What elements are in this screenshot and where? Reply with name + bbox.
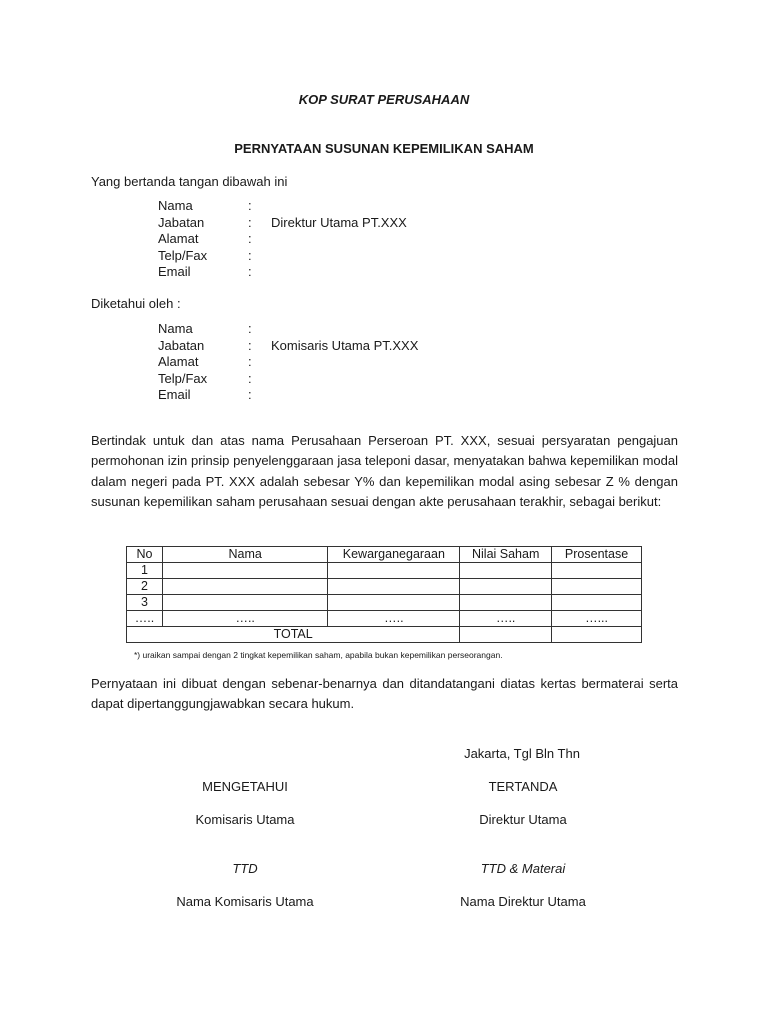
table-cell bbox=[460, 627, 552, 643]
signer-label-alamat: Alamat bbox=[158, 231, 199, 246]
known-label-email: Email bbox=[158, 387, 191, 402]
table-cell bbox=[460, 563, 552, 579]
table-cell bbox=[162, 563, 327, 579]
table-cell bbox=[162, 579, 327, 595]
table-cell: …... bbox=[552, 611, 642, 627]
signer-label-nama: Nama bbox=[158, 198, 193, 213]
table-cell bbox=[552, 595, 642, 611]
table-cell: 1 bbox=[127, 563, 163, 579]
signer-intro: Yang bertanda tangan dibawah ini bbox=[91, 174, 288, 189]
right-heading: TERTANDA bbox=[488, 779, 558, 794]
known-label-alamat: Alamat bbox=[158, 354, 199, 369]
shareholder-table bbox=[126, 546, 642, 643]
table-cell: ….. bbox=[162, 611, 327, 627]
statement-paragraph: Bertindak untuk dan atas nama Perusahaan Perseroan PT. XXX, sesuai persyaratan pengajuan permohonan izin prinsip penyelenggaraan jasa teleponi dasar, menyatakan bahwa kepemilikan modal dalam negeri pada PT. XXX adalah sebesar Y% dan kepemilikan modal asing sebesar Z % dengan susunan kepemilikan saham perusahaan sesuai dengan akte perusahaan terakhir, sebagai berikut: bbox=[91, 433, 678, 509]
letterhead: KOP SURAT PERUSAHAAN bbox=[298, 92, 470, 107]
table-cell bbox=[328, 595, 460, 611]
table-cell: ….. bbox=[460, 611, 552, 627]
table-cell bbox=[460, 579, 552, 595]
known-value-jabatan: Komisaris Utama PT.XXX bbox=[271, 337, 419, 353]
signer-value-jabatan: Direktur Utama PT.XXX bbox=[271, 214, 407, 230]
signer-label-jabatan: Jabatan bbox=[158, 214, 205, 230]
table-cell bbox=[162, 595, 327, 611]
table-cell bbox=[460, 595, 552, 611]
signer-label-email: Email bbox=[158, 264, 191, 279]
table-row bbox=[127, 579, 642, 595]
table-cell bbox=[328, 579, 460, 595]
known-colon: : bbox=[248, 370, 252, 386]
known-colon: : bbox=[248, 321, 252, 336]
right-role: Direktur Utama bbox=[479, 812, 567, 827]
table-row bbox=[127, 611, 642, 627]
column-header: Prosentase bbox=[552, 547, 642, 563]
table-cell bbox=[552, 579, 642, 595]
known-label-telp: Telp/Fax bbox=[158, 370, 208, 386]
place-date: Jakarta, Tgl Bln Thn bbox=[464, 746, 580, 761]
column-header: No bbox=[127, 547, 163, 563]
known-colon: : bbox=[248, 387, 252, 402]
document-title: PERNYATAAN SUSUNAN KEPEMILIKAN SAHAM bbox=[234, 141, 534, 156]
known-label-jabatan: Jabatan bbox=[158, 337, 205, 353]
closing-paragraph: Pernyataan ini dibuat dengan sebenar-benarnya dan ditandatangani diatas kertas bermaterai serta dapat dipertanggungjawabkan secara hukum. bbox=[91, 676, 678, 712]
known-colon: : bbox=[248, 337, 252, 353]
table-cell bbox=[552, 627, 642, 643]
table-cell: 3 bbox=[127, 595, 163, 611]
right-signature-mark: TTD & Materai bbox=[480, 861, 566, 876]
table-header-row bbox=[127, 547, 642, 563]
column-header: Nilai Saham bbox=[460, 547, 552, 563]
left-signature-mark: TTD bbox=[232, 861, 258, 876]
table-cell: ….. bbox=[127, 611, 163, 627]
signer-colon: : bbox=[248, 231, 252, 246]
table-cell bbox=[552, 563, 642, 579]
signer-colon: : bbox=[248, 198, 252, 213]
table-cell: ….. bbox=[328, 611, 460, 627]
table-footnote: *) uraikan sampai dengan 2 tingkat kepemilikan saham, apabila bukan kepemilikan perseorangan. bbox=[134, 650, 503, 660]
left-signer-name: Nama Komisaris Utama bbox=[176, 894, 314, 909]
signer-label-telp: Telp/Fax bbox=[158, 247, 208, 263]
table-row bbox=[127, 595, 642, 611]
table-cell bbox=[328, 563, 460, 579]
left-role: Komisaris Utama bbox=[195, 812, 295, 827]
signer-colon: : bbox=[248, 264, 252, 279]
column-header: Kewarganegaraan bbox=[328, 547, 460, 563]
known-label-nama: Nama bbox=[158, 321, 193, 336]
signer-colon: : bbox=[248, 247, 252, 263]
table-row bbox=[127, 563, 642, 579]
total-label: TOTAL bbox=[127, 627, 460, 643]
table-total-row bbox=[127, 627, 642, 643]
known-intro: Diketahui oleh : bbox=[91, 296, 181, 311]
column-header: Nama bbox=[162, 547, 327, 563]
signer-colon: : bbox=[248, 214, 252, 230]
known-colon: : bbox=[248, 354, 252, 369]
right-signer-name: Nama Direktur Utama bbox=[460, 894, 586, 909]
table-cell: 2 bbox=[127, 579, 163, 595]
left-heading: MENGETAHUI bbox=[202, 779, 288, 794]
